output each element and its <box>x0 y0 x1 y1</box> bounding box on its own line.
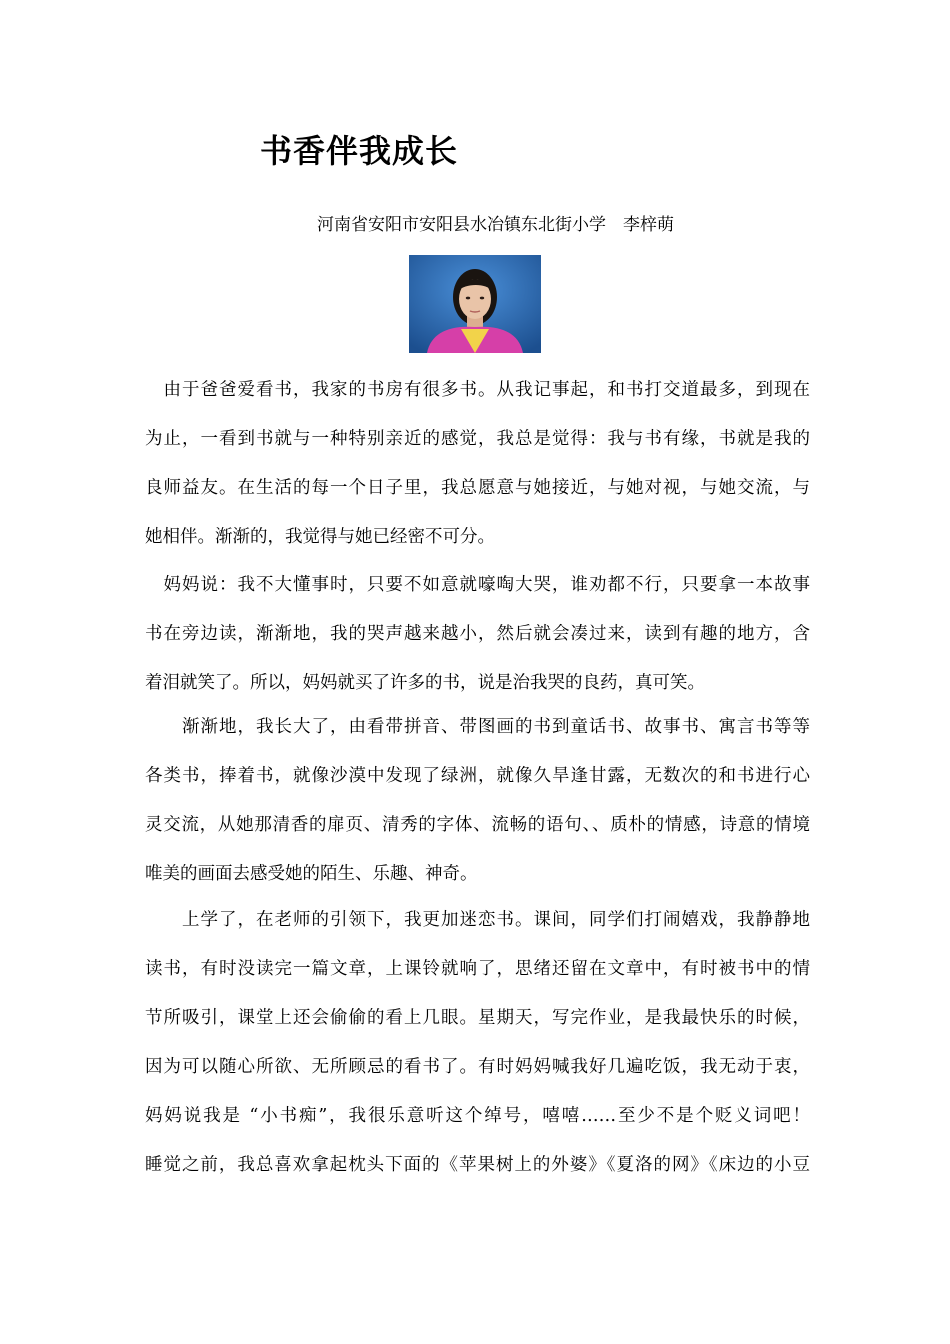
document-title: 书香伴我成长 <box>260 132 459 170</box>
paragraph-line: 上学了，在老师的引领下，我更加迷恋书。课间，同学们打闹嬉戏，我静静地 <box>145 910 810 930</box>
paragraph-line: 因为可以随心所欲、无所顾忌的看书了。有时妈妈喊我好几遍吃饭，我无动于衷， <box>145 1057 810 1077</box>
paragraph-3 <box>145 703 810 899</box>
paragraph-line: 良师益友。在生活的每一个日子里，我总愿意与她接近，与她对视，与她交流，与 <box>145 478 810 498</box>
paragraph-4 <box>145 896 810 1190</box>
paragraph-line: 她相伴。渐渐的，我觉得与她已经密不可分。 <box>145 527 495 547</box>
paragraph-line: 书在旁边读，渐渐地，我的哭声越来越小，然后就会凑过来，读到有趣的地方，含 <box>145 624 810 644</box>
paragraph-line: 渐渐地，我长大了，由看带拼音、带图画的书到童话书、故事书、寓言书等等 <box>145 717 810 737</box>
paragraph-line: 妈妈说我是 “小书痴”，我很乐意听这个绰号，嘻嘻……至少不是个贬义词吧！ <box>145 1106 810 1126</box>
paragraph-line: 唯美的画面去感受她的陌生、乐趣、神奇。 <box>145 864 478 884</box>
paragraph-1 <box>145 366 810 562</box>
paragraph-line: 由于爸爸爱看书，我家的书房有很多书。从我记事起，和书打交道最多，到现在 <box>145 380 810 400</box>
paragraph-line: 着泪就笑了。所以，妈妈就买了许多的书，说是治我哭的良药，真可笑。 <box>145 673 705 693</box>
paragraph-line: 节所吸引，课堂上还会偷偷的看上几眼。星期天，写完作业，是我最快乐的时候， <box>145 1008 810 1028</box>
paragraph-2 <box>145 561 810 708</box>
paragraph-line: 灵交流，从她那清香的扉页、清秀的字体、流畅的语句、、质朴的情感，诗意的情境 <box>145 815 810 835</box>
paragraph-line: 妈妈说：我不大懂事时，只要不如意就嚎啕大哭，谁劝都不行，只要拿一本故事 <box>145 575 810 595</box>
student-portrait-photo <box>409 255 541 353</box>
paragraph-line: 为止，一看到书就与一种特别亲近的感觉，我总是觉得：我与书有缘，书就是我的 <box>145 429 810 449</box>
author-line: 河南省安阳市安阳县水冶镇东北街小学 李梓萌 <box>317 215 674 235</box>
paragraph-line: 睡觉之前，我总喜欢拿起枕头下面的《苹果树上的外婆》《夏洛的网》《床边的小豆 <box>145 1155 810 1175</box>
paragraph-line: 各类书，捧着书，就像沙漠中发现了绿洲，就像久旱逢甘露，无数次的和书进行心 <box>145 766 810 786</box>
paragraph-line: 读书，有时没读完一篇文章，上课铃就响了，思绪还留在文章中，有时被书中的情 <box>145 959 810 979</box>
